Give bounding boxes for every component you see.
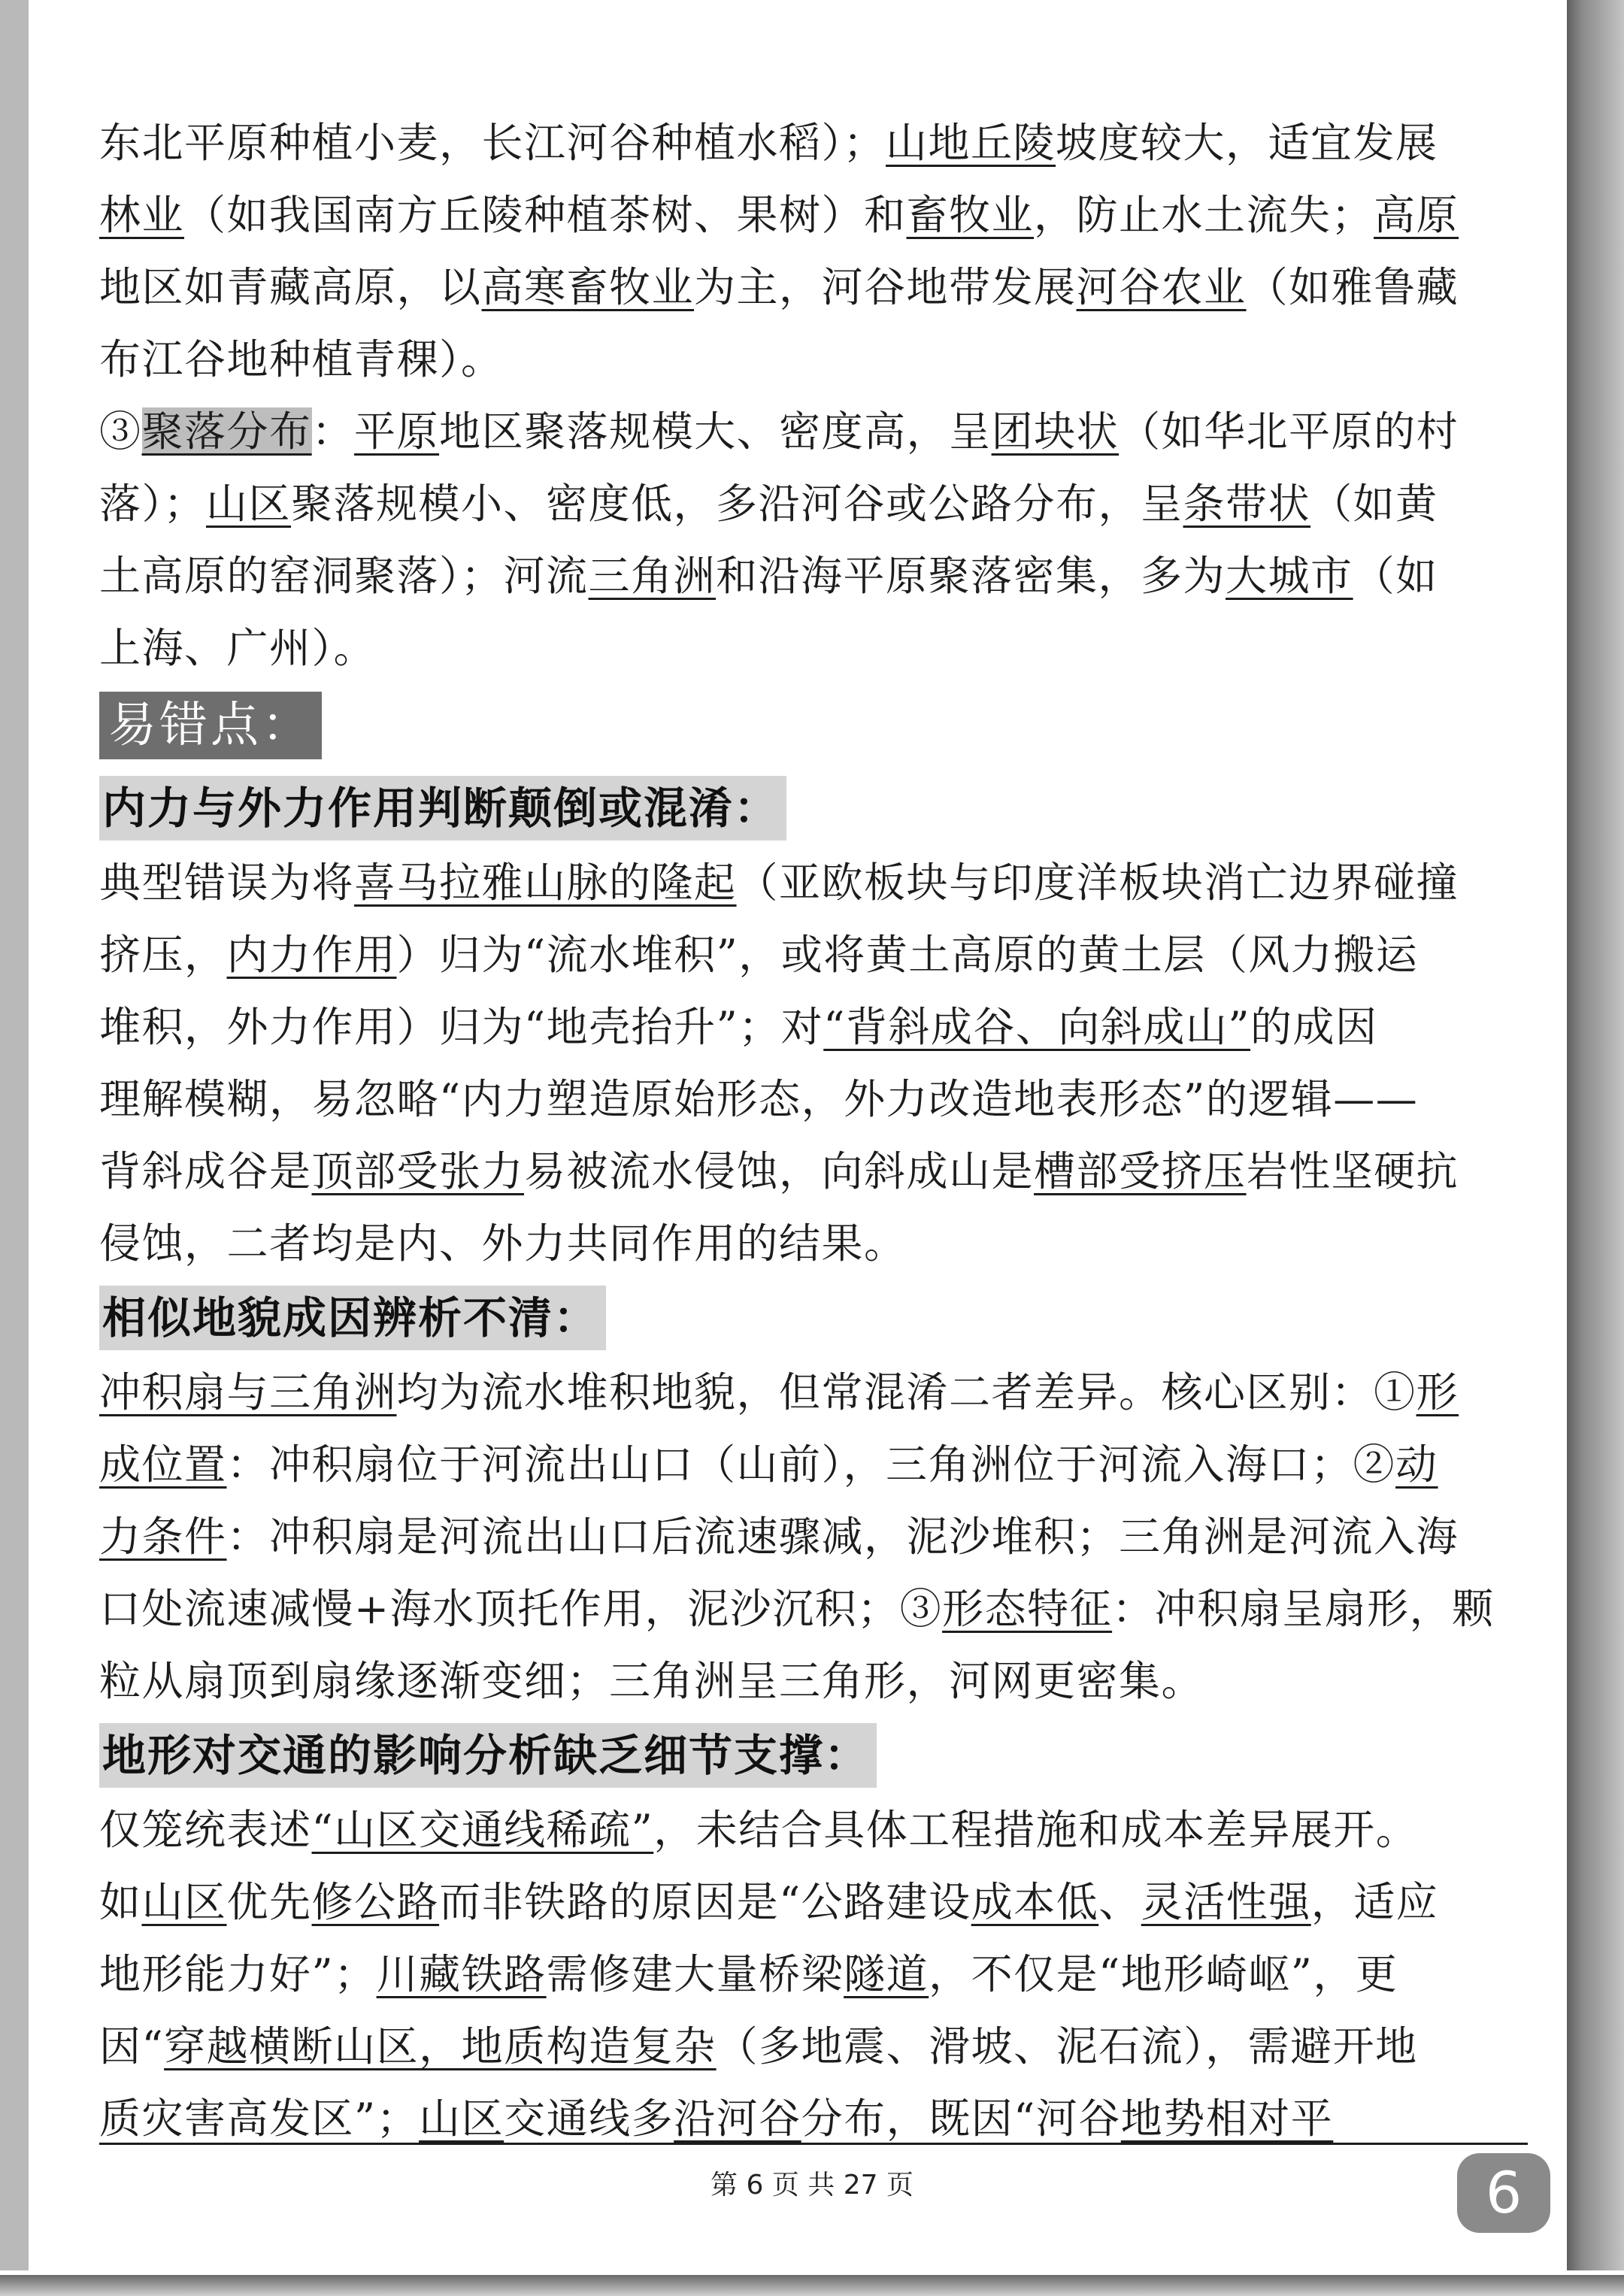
underlined-term: 山地丘陵 — [886, 119, 1056, 167]
underlined-term: 山区 — [419, 2095, 504, 2143]
underlined-term: 灵活性强 — [1141, 1878, 1311, 1926]
text-segment: （如雅鲁藏 — [1246, 263, 1459, 311]
intro-paragraph — [99, 107, 1528, 684]
text-segment: 土高原的窑洞聚落）；河流 — [99, 552, 589, 600]
text-segment: 地形能力好”； — [99, 1950, 377, 1998]
text-line — [99, 847, 1528, 919]
underlined-term: 团块状 — [991, 407, 1120, 456]
text-segment: ： — [311, 407, 355, 456]
text-segment: 需修建大量桥梁 — [546, 1950, 844, 1998]
text-line — [99, 1645, 1528, 1717]
text-segment: （如华北平原的村 — [1119, 407, 1459, 456]
text-segment: 背斜成谷是 — [99, 1147, 312, 1195]
underlined-term: 条带状 — [1183, 480, 1311, 528]
section-heading: 地形对交通的影响分析缺乏细节支撑： — [99, 1723, 877, 1788]
underlined-term: 沿河谷 — [674, 2095, 801, 2143]
section-heading: 相似地貌成因辨析不清： — [99, 1286, 606, 1350]
footer-rule — [99, 2143, 1528, 2145]
underlined-term: 穿越横断山区，地质构造复杂 — [164, 2022, 717, 2070]
mistake-section — [99, 770, 1528, 1280]
text-segment: 布江谷地种植青稞）。 — [99, 335, 504, 383]
underlined-term: 河谷农业 — [1076, 263, 1247, 311]
text-line — [99, 395, 1528, 468]
text-segment: 上海、广州）。 — [99, 624, 377, 672]
underlined-term: 林业 — [99, 191, 185, 239]
text-line — [99, 1573, 1528, 1645]
text-segment: ：冲积扇呈扇形，颗 — [1112, 1585, 1495, 1633]
text-segment: （如黄 — [1310, 480, 1438, 528]
underlined-term: 高寒畜牧业 — [481, 263, 695, 311]
text-segment: ，适应 — [1310, 1878, 1439, 1926]
text-segment: 堆积，外力作用）归为“地壳抬升”；对 — [99, 1003, 824, 1051]
underlined-term: 成本低 — [971, 1878, 1099, 1926]
text-line — [99, 468, 1528, 540]
text-segment: 侵蚀，二者均是内、外力共同作用的结果。 — [99, 1219, 907, 1268]
text-segment: 落）； — [99, 480, 207, 528]
text-segment: 粒从扇顶到扇缘逐渐变细；三角洲呈三角形，河网更密集。 — [99, 1657, 1204, 1705]
underlined-term: 隧道 — [844, 1950, 929, 1998]
text-segment: 和沿海平原聚落密集，多为 — [716, 552, 1226, 600]
underlined-term: 畜牧业 — [906, 191, 1035, 239]
text-line — [99, 2010, 1528, 2082]
text-segment: 东北平原种植小麦，长江河谷种植水稻）； — [99, 119, 886, 167]
text-segment: （如 — [1353, 552, 1438, 600]
mistakes-heading: 易错点： — [99, 692, 322, 759]
text-line — [99, 1135, 1528, 1207]
text-segment: ，未结合具体工程措施和成本差异展开。 — [653, 1806, 1419, 1854]
underlined-term: 山区 — [206, 480, 292, 528]
text-segment: 典型错误为将 — [99, 859, 355, 907]
underlined-term: 大城市 — [1226, 552, 1353, 600]
mistake-section — [99, 1280, 1528, 1717]
text-segment: 质灾害高发区”； — [99, 2095, 420, 2143]
text-segment: 地区如青藏高原，以 — [99, 263, 482, 311]
underlined-term: 动 — [1395, 1440, 1438, 1489]
text-segment: （如我国南方丘陵种植茶树、果树）和 — [184, 191, 907, 239]
text-line — [99, 251, 1528, 323]
underlined-term: 川藏铁路 — [376, 1950, 547, 1998]
text-line — [99, 1428, 1528, 1501]
text-line — [99, 1866, 1528, 1938]
text-line — [99, 107, 1528, 179]
text-segment: 优先 — [226, 1878, 312, 1926]
underlined-term: 顶部受张力 — [311, 1147, 525, 1195]
text-segment: ③ — [99, 407, 142, 456]
underlined-term: “背斜成谷、向斜成山” — [823, 1003, 1250, 1051]
underlined-term: 力条件 — [99, 1513, 227, 1561]
text-line — [99, 991, 1528, 1063]
underlined-term: 修公路 — [311, 1878, 440, 1926]
text-segment: 仅笼统表述 — [99, 1806, 312, 1854]
text-segment: ，防止水土流失； — [1034, 191, 1374, 239]
underlined-term: 平原 — [354, 407, 440, 456]
underlined-term: 高原 — [1374, 191, 1459, 239]
text-line — [99, 323, 1528, 395]
text-segment: （多地震、滑坡、泥石流），需避开地 — [716, 2022, 1418, 2070]
scan-edge-left — [0, 0, 29, 2296]
text-line — [99, 1356, 1528, 1428]
text-line — [99, 1501, 1528, 1573]
text-segment: 如 — [99, 1878, 142, 1926]
text-segment: 口处流速减慢+海水顶托作用，泥沙沉积；③ — [99, 1585, 943, 1633]
text-line — [99, 1938, 1528, 2010]
text-segment: 聚落规模小、密度低，多沿河谷或公路分布，呈 — [291, 480, 1183, 528]
underlined-term: 喜马拉雅山脉的隆起 — [354, 859, 737, 907]
underlined-term: 山区 — [141, 1878, 227, 1926]
text-segment: 易被流水侵蚀，向斜成山是 — [524, 1147, 1035, 1195]
text-segment: ：冲积扇位于河流出山口（山前），三角洲位于河流入海口；② — [226, 1440, 1396, 1489]
text-line — [99, 612, 1528, 684]
text-line — [99, 1063, 1528, 1135]
text-line — [99, 179, 1528, 251]
underlined-term: 地势相对平 — [1120, 2095, 1334, 2143]
underlined-term: 成位置 — [99, 1440, 227, 1489]
page-footer: 第 6 页 共 27 页 — [710, 2170, 914, 2201]
text-line — [99, 540, 1528, 612]
text-segment: 而非铁路的原因是“公路建设 — [439, 1878, 971, 1926]
text-segment: 挤压， — [99, 931, 227, 979]
underlined-term: 内力作用 — [226, 931, 397, 979]
scan-edge-right — [1556, 0, 1624, 2296]
underlined-term: 三角洲 — [588, 552, 717, 600]
underlined-term: 冲积扇与三角洲 — [99, 1368, 397, 1416]
text-segment: 理解模糊，易忽略“内力塑造原始形态，外力改造地表形态”的逻辑—— — [99, 1075, 1419, 1123]
underlined-term: 形 — [1416, 1368, 1459, 1416]
text-segment: 的成因 — [1250, 1003, 1378, 1051]
text-segment: 地区聚落规模大、密度高，呈 — [439, 407, 992, 456]
text-line — [99, 919, 1528, 991]
text-segment: ）归为“流水堆积”，或将黄土高原的黄土层（风力搬运 — [396, 931, 1419, 979]
underlined-term: “山区交通线稀疏” — [311, 1806, 654, 1854]
text-segment: 岩性坚硬抗 — [1246, 1147, 1459, 1195]
scan-edge-bottom — [0, 2270, 1624, 2296]
mistake-section — [99, 1717, 1528, 2155]
text-segment: 、 — [1098, 1878, 1141, 1926]
text-line — [99, 1794, 1528, 1866]
underlined-term: 聚落分布 — [141, 407, 312, 456]
text-segment: ，不仅是“地形崎岖”，更 — [929, 1950, 1398, 1998]
text-segment: （亚欧板块与印度洋板块消亡边界碰撞 — [736, 859, 1459, 907]
text-segment: 均为流水堆积地貌，但常混淆二者差异。核心区别：① — [396, 1368, 1416, 1416]
text-segment: 为主，河谷地带发展 — [694, 263, 1077, 311]
text-line — [99, 1207, 1528, 1280]
section-heading: 内力与外力作用判断颠倒或混淆： — [99, 776, 786, 841]
underlined-term: 槽部受挤压 — [1034, 1147, 1247, 1195]
text-segment: 坡度较大，适宜发展 — [1056, 119, 1438, 167]
page-number-badge: 6 — [1457, 2153, 1550, 2233]
underlined-term: 形态特征 — [942, 1585, 1113, 1633]
text-segment: 分布，既因“河谷 — [801, 2095, 1121, 2143]
text-segment: ：冲积扇是河流出山口后流速骤减，泥沙堆积；三角洲是河流入海 — [226, 1513, 1459, 1561]
mistakes-sections — [99, 770, 1528, 2155]
text-segment: 因“ — [99, 2022, 165, 2070]
text-segment: 交通线多 — [504, 2095, 674, 2143]
page-content — [99, 107, 1528, 2155]
